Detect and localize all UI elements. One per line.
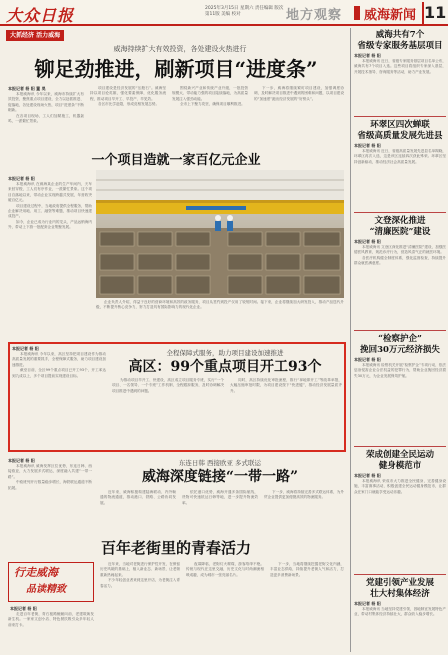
right-news-6-body: 本报威海讯 当地坚持党建引领，因地制宜发展特色产业，带动村集体经济持续壮大，群众收入稳步增长。 bbox=[354, 607, 446, 617]
right-news-1-body: 本报威海讯 近日，省级专家服务基层项目名单公布，威海共有7个项目入选。这些项目将组织专家深入基层，开展技术指导、咨询服务等活动，助力产业发展。 bbox=[354, 59, 446, 74]
highlight-body-col-2: 为推动项目早开工、快建设，高区成立项目服务专班，实行“一个项目、一名领导、一个专班”工作机制，全程跟踪服务，及时协调解决项目推进中遇到的问题。 bbox=[112, 378, 224, 393]
right-news-2-title: 环翠区四次蝉联 省级高质量发展先进县 bbox=[357, 120, 443, 141]
right-news-2-body: 本报威海讯 近日，省级高质量发展先进县名单揭晓，环翠区再次入选，这是该区连续四次获此殊荣。环翠区坚持创新驱动，推动经济社会高质量发展。 bbox=[354, 149, 446, 164]
right-divider-5 bbox=[354, 574, 446, 575]
section-label-weihai: 威海新闻 bbox=[364, 8, 417, 23]
right-news-1-title: 威海共有7个 省级专家服务基层项目 bbox=[357, 30, 443, 51]
right-news-1 bbox=[354, 30, 446, 117]
right-news-4 bbox=[354, 334, 446, 449]
right-news-5-title: 荣成创建全民运动 健身模范市 bbox=[365, 450, 434, 471]
right-news-3-byline: 本报记者 杨 阳 bbox=[354, 239, 381, 244]
column-tag: 大抓经济 活力威海 bbox=[6, 30, 64, 41]
right-news-3 bbox=[354, 216, 446, 333]
column-divider bbox=[350, 28, 351, 652]
highlight-headline: 高区：99个重点项目开工93个 bbox=[128, 359, 322, 375]
right-divider-3 bbox=[354, 330, 446, 331]
right-news-2-byline: 本报记者 杨 阳 bbox=[354, 143, 381, 148]
right-news-6 bbox=[354, 578, 446, 653]
belt-kicker: 东连日韩 西接欧亚 多式联运 bbox=[178, 459, 262, 467]
issue-meta: 2025年3月15日 星期六 责任编辑 版次 第11版 美编 校对 bbox=[205, 6, 284, 17]
lead-body-col-4: 下一步，威海将继续紧盯项目建设，加强调度协调，及时解决项目推进中遇到的困难和问题，以项目建设的“加速度”跑出经济发展的“好势头”。 bbox=[254, 86, 344, 101]
factory-illustration bbox=[96, 170, 344, 298]
second-headline: 一个项目造就一家百亿元企业 bbox=[91, 153, 261, 168]
belt-byline: 本报记者 杨 阳 bbox=[8, 458, 35, 463]
right-news-6-title: 党建引领产业发展 壮大村集体经济 bbox=[365, 578, 434, 599]
right-news-5-body: 本报威海讯 荣成市大力推进全民健身，完善健身设施，丰富赛事活动，积极创建全民运动健身模范市，让群众在家门口就能享受运动乐趣。 bbox=[354, 479, 446, 494]
right-news-6-byline: 本报记者 杨 阳 bbox=[354, 601, 381, 606]
belt-body-col-4: 下一步，威海将持续完善多式联运体系，为外贸企业提供更加便捷高效的物流服务。 bbox=[264, 490, 344, 500]
lead-body-col-3: 围绕新兴产业和传统产业升级，一批投资规模大、带动能力强的项目陆续落地，为高质量发展注入强劲动能。 全市上下聚力攻坚，确保项目顺利推进。 bbox=[172, 86, 248, 107]
right-news-4-title: “检察护企” 挽回30万元经济损失 bbox=[360, 334, 440, 355]
column-feature-line2: 品读精致 bbox=[26, 584, 66, 595]
street-body-col-4: 下一步，当地将继续挖掘老街文化内涵，丰富业态供给，持续提升老街人气和活力，打造更多消费新场景。 bbox=[270, 562, 344, 577]
right-divider-4 bbox=[354, 446, 446, 447]
second-body-col: 本报威海讯 在威海某企业的生产车间内，天车来回穿梭，工人们有序作业，一派繁忙景象。这个项目自落地以来，带动企业实现跨越式发展，年营收突破百亿元。 项目建设过程中，当地政府提供全程服务，帮助企业解决用地、用工、融资等难题，推动项目快速建成投产。 如今，企业已成为行业内的龙头，产品远销海内外，带动上下游一批配套企业集聚发展。 bbox=[8, 182, 92, 230]
street-body-col-3: 夜幕降临，老街灯火璀璨，游客络绎不绝。传统与现代在这里交融，历史文化与时尚潮流相映成趣，成为城市一张亮丽名片。 bbox=[186, 562, 264, 577]
newspaper-logo: 大众日报 bbox=[6, 6, 75, 25]
highlight-body-col-1: 本报威海讯 今年以来，高区坚持把项目建设作为推动高质量发展的重要抓手，全程保障式服务，助力项目建设加速推进。 截至目前，全区99个重点项目已开工93个，开工率达到九成以上，多个项目提前实现建设目标。 bbox=[12, 352, 106, 378]
column-feature-line1: 行走威海 bbox=[14, 566, 58, 579]
belt-headline: 威海深度链接“一带一路” bbox=[141, 469, 299, 485]
second-byline: 本报记者 杨 阳 bbox=[8, 176, 35, 181]
lead-body-col-2: 项目建设是经济发展的“压舱石”。威海坚持以项目论英雄，强化要素保障，优化服务流程，推动项目早开工、早投产、早见效。 各区市比学赶超，形成竞相发展态势。 bbox=[90, 86, 166, 107]
street-body-col-2: 近年来，当地对老街进行保护性开发，在保留历史风貌的基础上，植入新业态、新场景，让老街重新热闹起来。 不少年轻创业者来到这里开店，为老街注入青春活力。 bbox=[100, 562, 180, 588]
right-news-2 bbox=[354, 120, 446, 211]
highlight-body-col-3: 同时，高区持续优化审批流程，推行“拿地即开工”等改革举措，大幅压缩审批时限，为项目建设按下“快进键”，推动经济发展量质齐升。 bbox=[230, 378, 342, 393]
highlight-byline: 本报记者 杨 阳 bbox=[12, 346, 39, 351]
street-byline: 本报记者 杨 阳 bbox=[10, 606, 37, 611]
page-number: 11 bbox=[424, 3, 447, 22]
right-news-5-byline: 本报记者 杨 阳 bbox=[354, 473, 381, 478]
lead-kicker: 威海持续扩大有效投资，各处建设火热进行 bbox=[113, 45, 247, 53]
section-label-local: 地方观察 bbox=[286, 8, 343, 23]
lead-body-col-1: 本报威海讯 今年以来，威海市持续扩大有效投资，聚焦重点项目建设，全力以赴抓推进、促落地，各处建设现场火热，项目“进度条”不断刷新。 在各项目现场，工人们加紧施工，机器轰鸣，一派繁忙景象。 bbox=[8, 92, 84, 124]
right-news-3-title: 文登深化推进 “清廉医院”建设 bbox=[369, 216, 431, 237]
belt-body-col-2: 近年来，威海积极构建陆海联动、内外畅通的物流通道，推动港口、铁路、公路协同发展。 bbox=[100, 490, 176, 505]
highlight-kicker: 全程保障式服务，助力项目建设加速推进 bbox=[166, 349, 284, 357]
street-headline: 百年老街里的青春活力 bbox=[100, 539, 251, 557]
right-divider-1 bbox=[354, 116, 446, 117]
right-news-3-body: 本报威海讯 文登区深化推进“清廉医院”建设，加强医德医风教育，规范诊疗行为，营造风清气正的就医环境。 各医疗机构健全制度体系，强化监督检查，持续提升群众就医满意度。 bbox=[354, 245, 446, 266]
lead-headline: 铆足劲推进，刷新项目“进度条” bbox=[34, 57, 318, 81]
right-divider-2 bbox=[354, 212, 446, 213]
right-news-4-byline: 本报记者 杨 阳 bbox=[354, 357, 381, 362]
right-news-1-byline: 本报记者 杨 阳 bbox=[354, 53, 381, 58]
belt-body-col-1: 本报威海讯 威海发挥区位优势，东连日韩、西接欧亚，大力发展多式联运，深度融入共建“一带一路”。 中欧班列开行数量稳步增长，海铁联运通道不断拓展。 bbox=[8, 464, 92, 490]
lead-byline: 本报记者 杨 阳 董 昊 bbox=[8, 86, 46, 91]
section-marker bbox=[354, 6, 360, 20]
right-news-4-body: 本报威海讯 检察机关开展“检察护企”专项行动，依法惩治侵害企业合法权益的犯罪行为，帮助企业挽回经济损失30万元，为企业发展保驾护航。 bbox=[354, 363, 446, 378]
right-news-5 bbox=[354, 450, 446, 575]
factory-photo bbox=[96, 170, 344, 298]
street-body-col-1: 走进百年老街，青石板路蜿蜒向前，老建筑焕发新生机。一家家文创小店、特色餐饮吸引众多年轻人前来打卡。 bbox=[8, 612, 94, 627]
belt-body-col-3: 依托港口优势，威海开通多条国际航线，货物可快速抵达日韩等地，进一步提升物流效率。 bbox=[182, 490, 258, 505]
second-body-under-photo: 企业负责人介绍，得益于良好的营商环境和高效的政务服务，项目从签约到投产仅用了较短时间。接下来，企业将继续加大研发投入，推动产品迭代升级，不断提升核心竞争力，努力打造具有国际影响力的现代化企业。 bbox=[96, 300, 344, 310]
